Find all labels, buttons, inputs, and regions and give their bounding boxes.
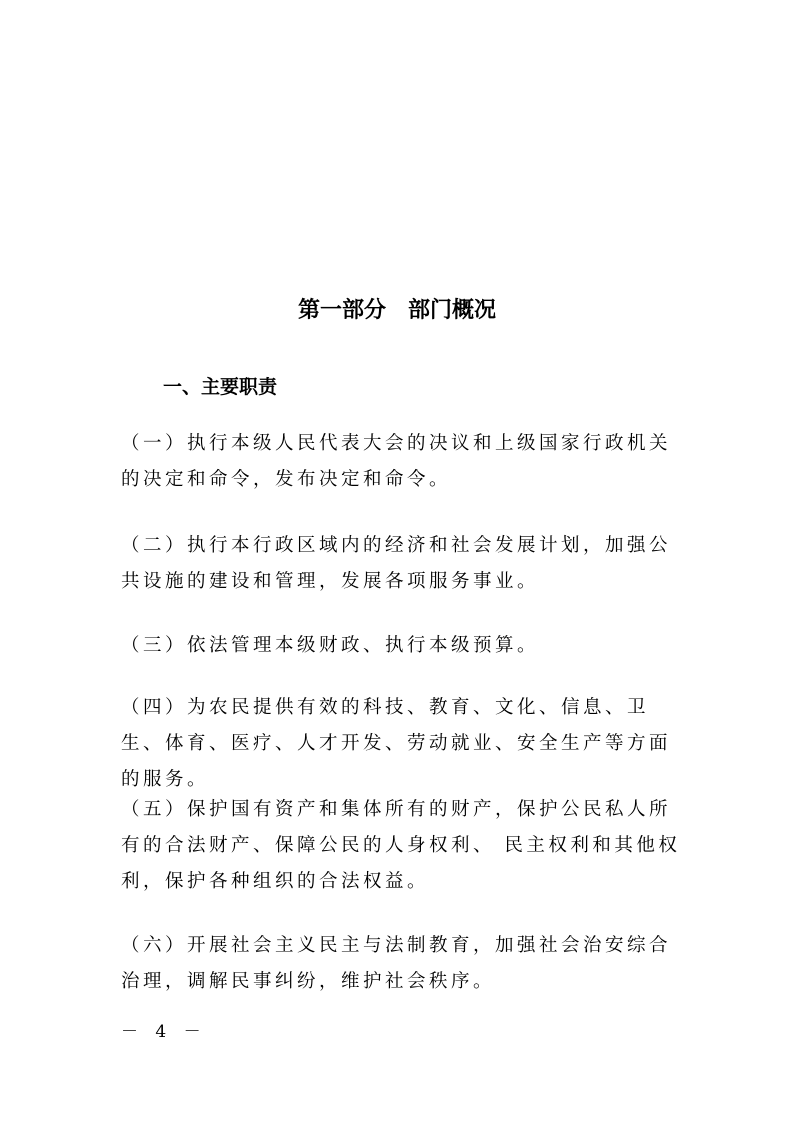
page-number: － 4 － [121, 1022, 207, 1042]
duty-paragraph-5: （五）保护国有资产和集体所有的财产，保护公民私人所有的合法财产、保障公民的人身权利、 民主权利和其他权利，保护各种组织的合法权益。 [121, 799, 681, 892]
duty-paragraph-3: （三）依法管理本级财政、执行本级预算。 [121, 635, 540, 656]
duty-paragraph-1: （一）执行本级人民代表大会的决议和上级国家行政机关的决定和命令，发布决定和命令。 [121, 433, 672, 490]
duty-paragraph-4: （四）为农民提供有效的科技、教育、文化、信息、卫生、体育、医疗、人才开发、劳动就业、安全生产等方面的服务。 [121, 697, 672, 790]
section-heading-main-duties: 一、主要职责 [163, 376, 278, 398]
duty-paragraph-6: （六）开展社会主义民主与法制教育，加强社会治安综合治理，调解民事纠纷，维护社会秩序。 [121, 935, 672, 992]
duty-paragraph-2: （二）执行本行政区域内的经济和社会发展计划，加强公共设施的建设和管理，发展各项服务事业。 [121, 535, 672, 592]
page-title: 第一部分 部门概况 [297, 298, 496, 323]
